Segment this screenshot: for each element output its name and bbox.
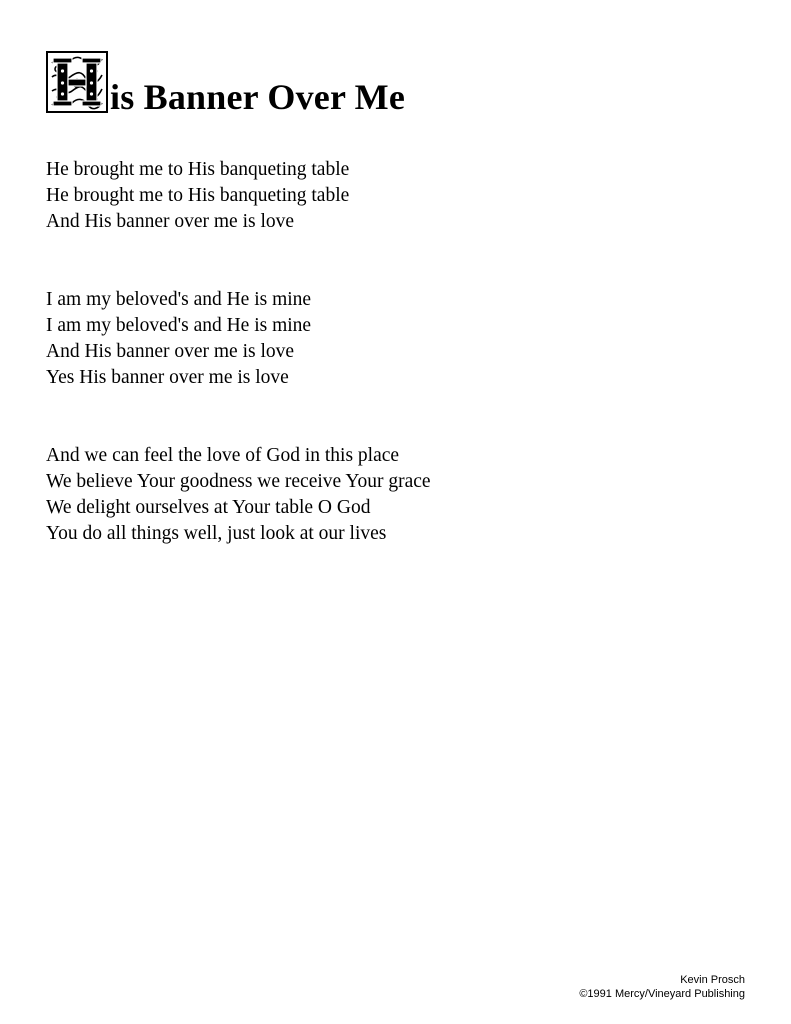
lyric-line: Yes His banner over me is love [46,367,289,388]
ornate-dropcap-image [48,53,106,111]
lyric-line: We delight ourselves at Your table O God [46,497,371,518]
ornate-dropcap [46,51,108,113]
lyric-line: You do all things well, just look at our lives [46,523,387,544]
author: Kevin Prosch [680,974,745,986]
lyric-line: He brought me to His banqueting table [46,159,350,180]
lyric-line: And we can feel the love of God in this place [46,445,400,466]
song-title [46,51,406,117]
lyrics [46,157,746,547]
lyric-line: I am my beloved's and He is mine [46,289,312,310]
stanza-1 [46,157,746,235]
lyric-line: And His banner over me is love [46,341,295,362]
stanza-3 [46,443,746,547]
stanza-2 [46,287,746,391]
credits [579,973,745,1001]
lyric-line: I am my beloved's and He is mine [46,315,312,336]
copyright: ©1991 Mercy/Vineyard Publishing [579,988,745,1000]
title-text: is Banner Over Me [110,77,406,117]
lyric-line: And His banner over me is love [46,211,295,232]
lyric-line: He brought me to His banqueting table [46,185,350,206]
lyric-line: We believe Your goodness we receive Your grace [46,471,431,492]
